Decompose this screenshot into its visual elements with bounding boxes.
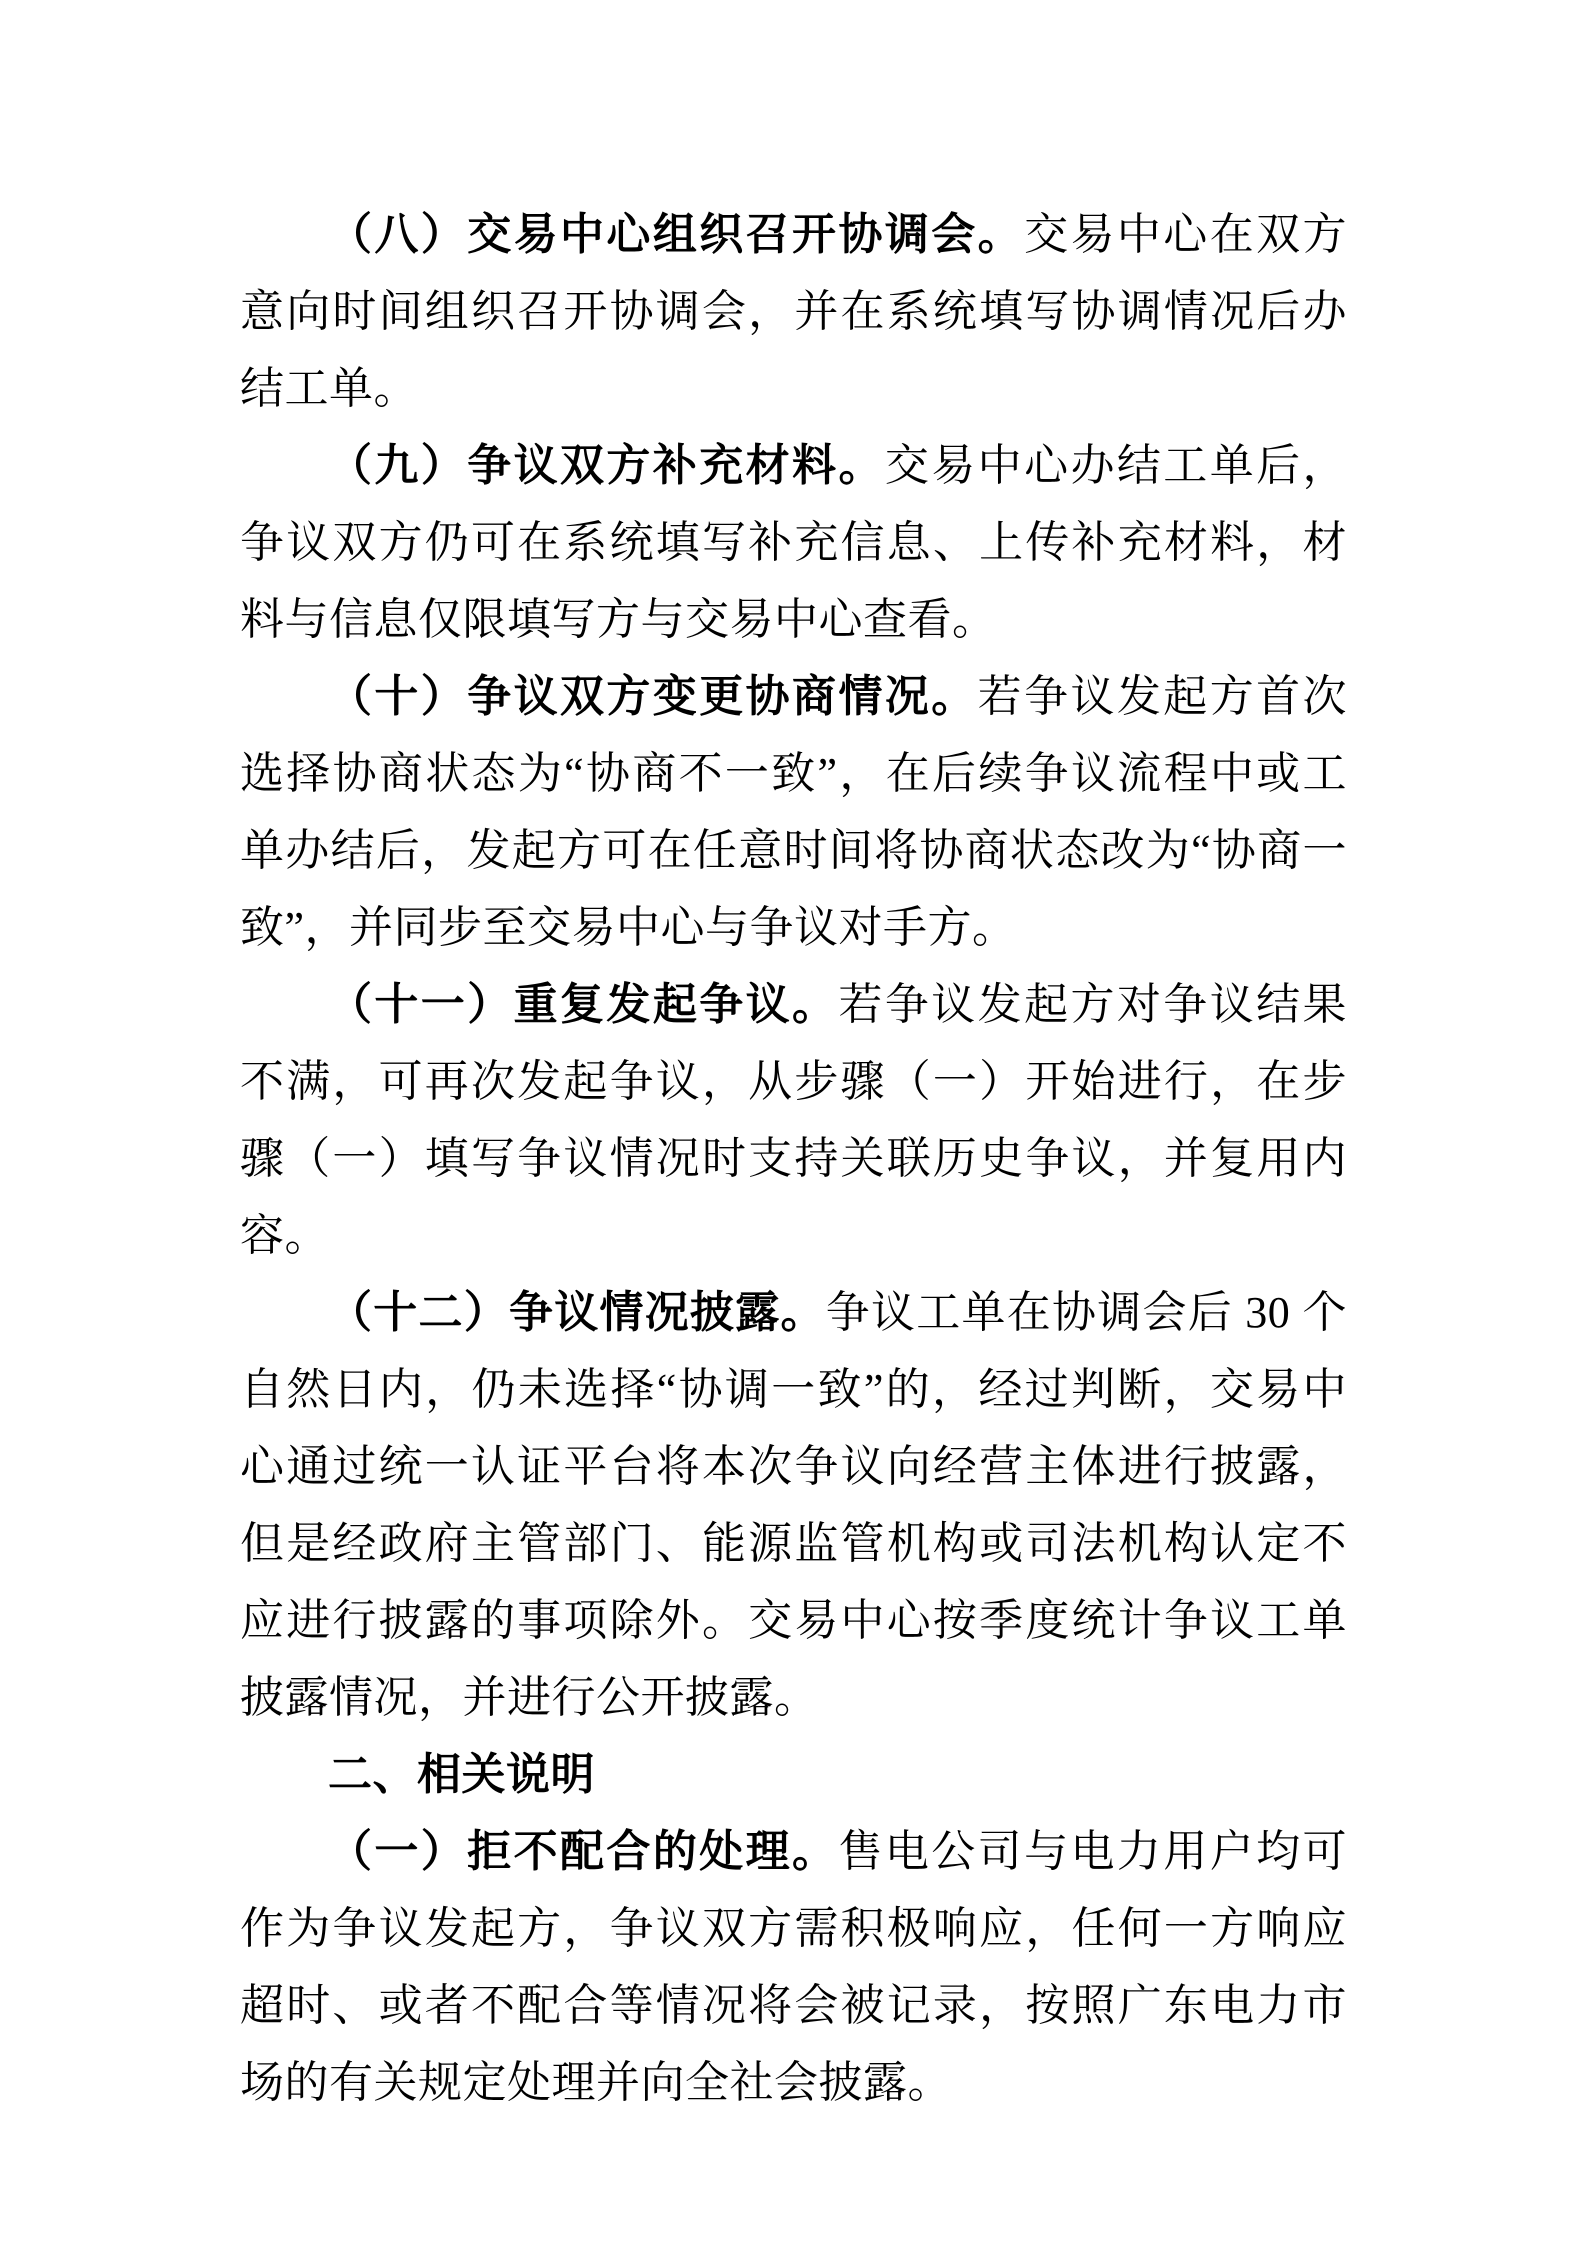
paragraph xyxy=(240,966,1347,1274)
paragraph xyxy=(240,427,1347,658)
paragraph xyxy=(240,1813,1347,2121)
text-run: 交易中心办结工单后，争议双方仍可在系统填写补充信息、上传补充材料，材料与信息仅限填写方与交易中心查看。 xyxy=(240,441,1348,644)
text-run: 争议工单在协调会后 30 个自然日内，仍未选择“协调一致”的，经过判断，交易中心通过统一认证平台将本次争议向经营主体进行披露，但是经政府主管部门、能源监管机构或司法机构认定不应进行披露的事项除外。交易中心按季度统计争议工单披露情况，并进行公开披露。 xyxy=(240,1288,1347,1722)
emphasis-run: 二、相关说明 xyxy=(328,1750,595,1799)
emphasis-run: （十一）重复发起争议。 xyxy=(328,980,839,1029)
text-run: 若争议发起方对争议结果不满，可再次发起争议，从步骤（一）开始进行，在步骤（一）填写争议情况时支持关联历史争议，并复用内容。 xyxy=(240,980,1347,1260)
section-heading xyxy=(240,1736,1347,1813)
emphasis-run: （八）交易中心组织召开协调会。 xyxy=(328,210,1025,259)
emphasis-run: （一）拒不配合的处理。 xyxy=(328,1827,839,1876)
paragraph xyxy=(240,1274,1347,1736)
emphasis-run: （十二）争议情况披露。 xyxy=(328,1288,826,1337)
paragraph xyxy=(240,658,1347,966)
emphasis-run: （十）争议双方变更协商情况。 xyxy=(328,672,978,721)
document-body xyxy=(240,196,1347,2121)
paragraph xyxy=(240,196,1347,427)
emphasis-run: （九）争议双方补充材料。 xyxy=(328,441,885,490)
text-run: 若争议发起方首次选择协商状态为“协商不一致”，在后续争议流程中或工单办结后，发起方可在任意时间将协商状态改为“协商一致”，并同步至交易中心与争议对手方。 xyxy=(240,672,1348,952)
text-run: 售电公司与电力用户均可作为争议发起方，争议双方需积极响应，任何一方响应超时、或者不配合等情况将会被记录，按照广东电力市场的有关规定处理并向全社会披露。 xyxy=(240,1827,1347,2107)
text-run: 交易中心在双方意向时间组织召开协调会，并在系统填写协调情况后办结工单。 xyxy=(240,210,1348,413)
